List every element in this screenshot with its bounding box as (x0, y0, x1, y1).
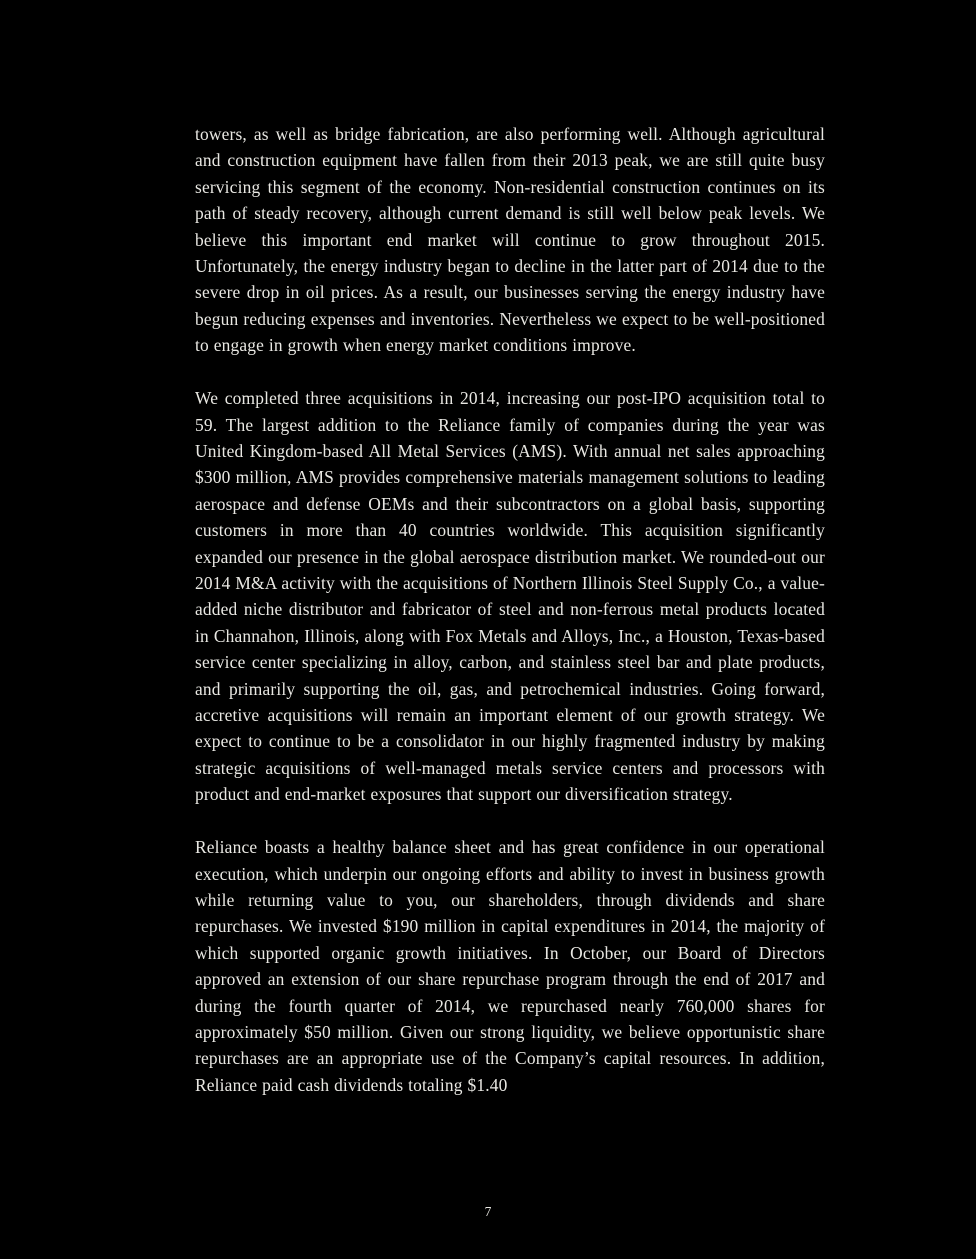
body-paragraph-acquisitions: We completed three acquisitions in 2014, increasing our post-IPO acquisition total to 59. The largest addition to the Reliance family of companies during the year was United Kingdom-based All Metal Services (AMS). With annual net sales approaching $300 million, AMS provides comprehensive materials management solutions to leading aerospace and defense OEMs and their subcontractors on a global basis, supporting customers in more than 40 countries worldwide. This acquisition significantly expanded our presence in the global aerospace distribution market. We rounded-out our 2014 M&A activity with the acquisitions of Northern Illinois Steel Supply Co., a value-added niche distributor and fabricator of steel and non-ferrous metal products located in Channahon, Illinois, along with Fox Metals and Alloys, Inc., a Houston, Texas-based service center specializing in alloy, carbon, and stainless steel bar and plate products, and primarily supporting the oil, gas, and petrochemical industries. Going forward, accretive acquisitions will remain an important element of our growth strategy. We expect to continue to be a consolidator in our highly fragmented industry by making strategic acquisitions of well-managed metals service centers and processors with product and end-market exposures that support our diversification strategy. (195, 388, 825, 805)
body-text-column (195, 121, 825, 1098)
body-paragraph-end-markets: towers, as well as bridge fabrication, are also performing well. Although agricultural and construction equipment have fallen from their 2013 peak, we are still quite busy servicing this segment of the economy. Non-residential construction continues on its path of steady recovery, although current demand is still well below peak levels. We believe this important end market will continue to grow throughout 2015. Unfortunately, the energy industry began to decline in the latter part of 2014 due to the severe drop in oil prices. As a result, our businesses serving the energy industry have begun reducing expenses and inventories. Nevertheless we expect to be well-positioned to engage in growth when energy market conditions improve. (195, 124, 825, 356)
page-number: 7 (484, 1204, 492, 1219)
body-paragraph-balance-sheet: Reliance boasts a healthy balance sheet and has great confidence in our operational execution, which underpin our ongoing efforts and ability to invest in business growth while returning value to you, our shareholders, through dividends and share repurchases. We invested $190 million in capital expenditures in 2014, the majority of which supported organic growth initiatives. In October, our Board of Directors approved an extension of our share repurchase program through the end of 2017 and during the fourth quarter of 2014, we repurchased nearly 760,000 shares for approximately $50 million. Given our strong liquidity, we believe opportunistic share repurchases are an appropriate use of the Company’s capital resources. In addition, Reliance paid cash dividends totaling $1.40 (195, 837, 825, 1095)
